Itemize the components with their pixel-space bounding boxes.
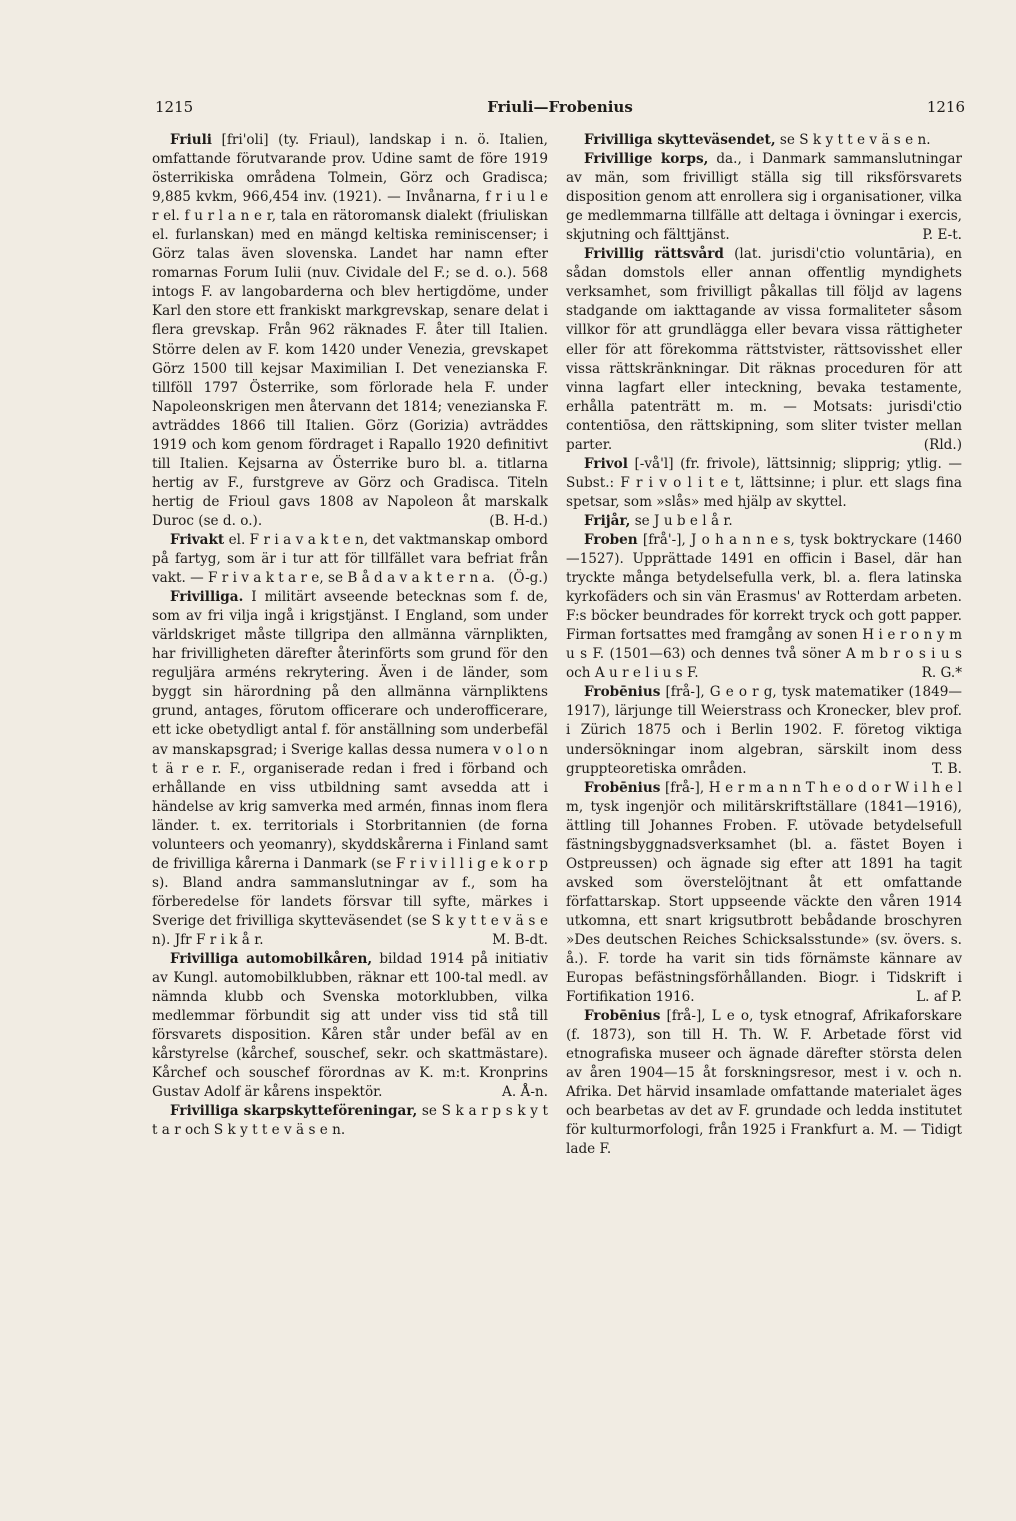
entry-text: se S k y t t e v ä s e n. — [779, 132, 931, 148]
entry-frivilliga-skarpskytteforeningar — [152, 1102, 548, 1140]
entry-signature: L. af P. — [916, 989, 962, 1006]
entry-frivilliga-automobilkaren — [152, 950, 548, 1102]
entry-frivol — [566, 455, 962, 512]
left-column — [152, 131, 548, 1140]
entry-headword: Frivakt — [170, 531, 225, 548]
entry-headword: Frivilliga skarpskytteföreningar, — [170, 1103, 418, 1120]
entry-text: [frå-], G e o r g, tysk matematiker (1849—1917), lärjunge till Weierstrass och Kronecker, blev prof. i Zürich 1875 och i Berlin 1902. F. företog viktiga undersökningar inom algebran, särskilt inom dess gruppteoretiska områden. — [566, 684, 962, 777]
entry-headword: Frivilliga automobilkåren, — [170, 951, 373, 968]
right-column — [566, 131, 962, 1160]
entry-text: el. F r i a v a k t e n, det vaktmanskap ombord på fartyg, som är i tur att för tillfället vara befriat från vakt. — F r i v a k t a r e, se B å d a v a k t e r n a. — [152, 531, 549, 587]
running-head: Friuli—Frobenius — [487, 98, 633, 116]
entry-frivilliga-skyttevasendet — [566, 131, 962, 150]
entry-headword: Frivilliga skytteväsendet, — [584, 132, 776, 148]
entry-headword: Friuli — [170, 132, 212, 148]
page-number-left: 1215 — [155, 98, 194, 116]
entry-text: se S k a r p s k y t t a r och S k y t t e v ä s e n. — [152, 1103, 548, 1139]
entry-headword: Frijår, — [584, 512, 631, 529]
entry-frobenius-leo — [566, 1007, 962, 1159]
entry-headword: Frobēnius — [584, 779, 661, 796]
entry-signature: (Ö-g.) — [508, 570, 548, 587]
entry-signature: T. B. — [931, 760, 962, 777]
entry-text: [fri'oli] (ty. Friaul), landskap i n. ö. Italien, omfattande förutvarande prov. Udine samt de före 1919 österrikiska områdena Tolmein, Görz och Gradisca; 9,885 kvkm, 966,454 inv. (1921). — Invånarna, f r i u l e r el. f u r l a n e r, tala en rätoromansk dialekt (friuliskan el. furlanskan) med en mängd keltiska reminiscenser; i Görz talas även slovenska. Landet har namn efter romarnas Forum Iulii (nuv. Cividale del F.; se d. o.). 568 intogs F. av langobarderna och blev hertigdöme, under Karl den store ett frankiskt markgrevskap, senare delat i flera grevskap. Från 962 räknades F. åter till Italien. Större delen av F. kom 1420 under Venezia, grevskapet Görz 1500 till kejsar Maximilian I. Det venezianska F. tillföll 1797 Österrike, som förlorade hela F. under Napoleonskrigen men återvann det 1814; venezianska F. avträddes 1866 till Italien. Görz (Gorizia) avträddes 1919 och kom genom fördraget i Rapallo 1920 definitivt till Italien. Kejsarna av Österrike buro bl. a. titlarna hertig av F., furstgreve av Görz och Gradisca. Titeln hertig de Frioul gavs 1808 av Napoleon åt marskalk Duroc (se d. o.). — [152, 132, 548, 529]
entry-signature: M. B-dt. — [492, 931, 548, 948]
entry-text: bildad 1914 på initiativ av Kungl. automobilklubben, räknar ett 100-tal medl. av nämnda klubb och Svenska motorklubben, vilka medlemmar förbundit sig att under viss tid stå till försvarets disposition. Kåren står under befäl av en kårstyrelse (kårchef, souschef, sekr. och skattmästare). Kårchef och souschef förordnas av K. m:t. Kronprins Gustav Adolf är kårens inspektör. — [152, 951, 548, 1101]
entry-headword: Frivilliga. — [170, 589, 244, 606]
page-number-right: 1216 — [926, 98, 965, 116]
entry-text: I militärt avseende betecknas som f. de, som av fri vilja ingå i krigstjänst. I England, som under världskriget måste tillgripa den allmänna värnplikten, har frivilligheten därefter återinförts som grund för den reguljära arméns rekrytering. Även i de länder, som byggt sin härordning på den allmänna värnpliktens grund, antages, förutom officerare och underofficerare, ett icke obetydligt antal f. för anställning som underbefäl av manskapsgrad; i Sverige kallas dessa numera v o l o n t ä r e r. F., organiserade redan i fred i förband och erhållande en viss utbildning samt avsedda att i händelse av krig samverka med armén, finnas inom flera länder. t. ex. territorials i Storbritannien (de forna volunteers och yeomanry), skyddskårerna i Finland samt de frivilliga kårerna i Danmark (se F r i v i l l i g e k o r p s). Bland andra sammanslutningar av f., som ha förberedelse för landets försvar till syfte, märkes i Sverige det frivilliga skytteväsendet (se S k y t t e v ä s e n). Jfr F r i k å r. — [152, 589, 548, 948]
entry-headword: Frivol — [584, 455, 628, 472]
entry-signature: (B. H-d.) — [489, 512, 548, 529]
entry-signature: R. G.* — [921, 665, 962, 682]
entry-signature: P. E-t. — [922, 227, 962, 244]
entry-friuli — [152, 131, 548, 531]
entry-signature: (Rld.) — [923, 436, 962, 453]
entry-headword: Frivillig rättsvård — [584, 246, 724, 263]
entry-headword: Froben — [584, 531, 638, 548]
entry-headword: Frobēnius — [584, 1008, 661, 1025]
entry-frobenius-hermann — [566, 779, 962, 1008]
entry-frijar — [566, 512, 962, 531]
entry-text: [frå'-], J o h a n n e s, tysk boktryckare (1460—1527). Upprättade 1491 en officin i Basel, där han tryckte många betydelsefulla verk, bl. a. flera latinska kyrkofäders och sin vän Erasmus' av Rotterdam arbeten. F:s böcker beundrades för korrekt tryck och gott papper. Firman fortsattes med framgång av sonen H i e r o n y m u s F. (1501—63) och dennes två söner A m b r o s i u s och A u r e l i u s F. — [566, 531, 962, 682]
entry-froben — [566, 531, 962, 683]
entry-text: [frå-], H e r m a n n T h e o d o r W i l h e l m, tysk ingenjör och militärskriftställare (1841—1916), ättling till Johannes Froben. F. utövade betydelsefull fästningsbyggnadsverksamhet (bl. a. fästet Boyen i Ostpreussen) och ägnade sig efter att 1891 ha tagit avsked som överstelöjtnant åt ett omfattande författarskap. Stort uppseende väckte den våren 1914 utkomna, ett snart krigsutbrott bebådande broschyren »Des deutschen Reiches Schicksalsstunde» (sv. övers. s. å.). F. torde ha varit sin tids förnämste kännare av Europas befästningsförhållanden. Biogr. i Tidskrift i Fortifikation 1916. — [566, 779, 962, 1006]
page-header — [155, 98, 965, 122]
entry-frivilliga — [152, 588, 548, 950]
entry-text: (lat. jurisdi'ctio voluntāria), en sådan domstols eller annan offentlig myndighets verksamhet, som frivilligt påkallas till följd av lagens stadgande om iakttagande av vissa formaliteter såsom villkor för att grundlägga eller bevara vissa rättigheter eller för att förekomma rättstvister, rättsovisshet eller vissa rättskränkningar. Dit räknas proceduren för att vinna lagfart eller inteckning, bevaka testamente, erhålla patenträtt m. m. — Motsats: jurisdi'ctio contentiōsa, den rättskipning, som sliter tvister mellan parter. — [566, 246, 962, 453]
entry-frobenius-georg — [566, 683, 962, 778]
entry-headword: Frobēnius — [584, 684, 661, 701]
entry-frivillige-korps — [566, 150, 962, 245]
entry-text: [-vå'l] (fr. frivole), lättsinnig; slipprig; ytlig. — Subst.: F r i v o l i t e t, lättsinne; i plur. ett slags fina spetsar, som »slås» med hjälp av skyttel. — [566, 455, 962, 510]
entry-text: [frå-], L e o, tysk etnograf, Afrikaforskare (f. 1873), son till H. Th. W. F. Arbetade först vid etnografiska museer och ägnade därefter största delen av åren 1904—15 åt forskningsresor, mest i v. och n. Afrika. Det härvid insamlade omfattande materialet äges och bearbetas av det av F. grundade och ledda institutet för kulturmorfologi, från 1925 i Frankfurt a. M. — Tidigt lade F. — [566, 1008, 962, 1158]
entry-text: da., i Danmark sammanslutningar av män, som frivilligt ställa sig till riksförsvarets disposition genom att enrollera sig i organisationer, vilka ge medlemmarna tillfälle att deltaga i övningar i exercis, skjutning och fälttjänst. — [566, 151, 962, 244]
entry-text: se J u b e l å r. — [634, 512, 733, 529]
entry-frivillig-rattsvard — [566, 245, 962, 455]
entry-frivakt — [152, 531, 548, 588]
entry-headword: Frivillige korps, — [584, 151, 709, 168]
entry-signature: A. Å-n. — [502, 1084, 548, 1101]
